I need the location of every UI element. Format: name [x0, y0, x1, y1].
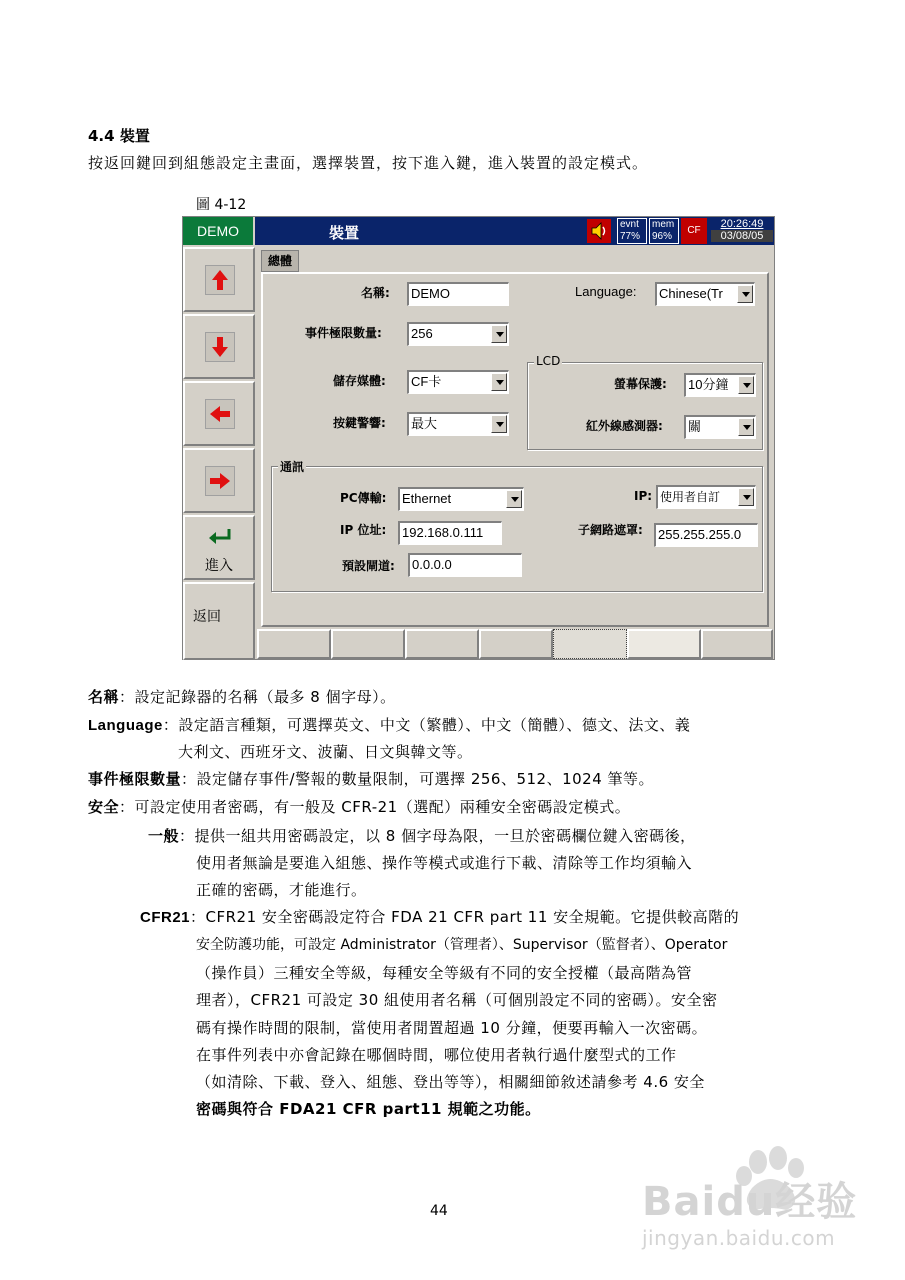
right-arrow-icon — [205, 466, 235, 496]
cfr-desc-7: （如清除、下載、登入、組態、登出等等），相關細節敘述請參考 4.6 安全 — [196, 1073, 705, 1091]
lcd-group-title: LCD — [536, 354, 561, 368]
intro-text: 按返回鍵回到組態設定主畫面，選擇裝置，按下進入鍵，進入裝置的設定模式。 — [88, 154, 649, 172]
speaker-icon — [587, 219, 611, 243]
ir-select[interactable] — [684, 415, 756, 439]
storage-value: CF卡 — [411, 374, 442, 389]
cfr-desc-8: 密碼與符合 FDA21 CFR part11 規範之功能。 — [196, 1100, 541, 1118]
pc-label: PC傳輸: — [340, 491, 387, 505]
cfr-desc-6: 在事件列表中亦會記錄在哪個時間，哪位使用者執行過什麼型式的工作 — [196, 1046, 677, 1064]
ip-mode-select[interactable] — [656, 485, 756, 509]
left-button[interactable] — [183, 381, 255, 446]
ir-value: 關 — [688, 419, 702, 434]
general-term: 一般 — [148, 827, 180, 845]
language-value: Chinese(Tr — [659, 286, 723, 301]
name-label: 名稱: — [361, 286, 390, 300]
enter-button[interactable] — [183, 515, 255, 580]
language-paragraph — [88, 714, 690, 735]
title-bar — [183, 217, 774, 245]
event-term: 事件極限數量 — [88, 770, 182, 788]
comm-group — [271, 460, 763, 592]
keybeep-label: 按鍵警響: — [333, 416, 386, 430]
up-arrow-icon — [205, 265, 235, 295]
event-limit-select[interactable] — [407, 322, 509, 346]
event-limit-value: 256 — [411, 326, 433, 341]
chevron-down-icon — [738, 488, 754, 506]
gateway-field[interactable]: 0.0.0.0 — [408, 553, 522, 577]
event-limit-label: 事件極限數量: — [305, 326, 382, 340]
ipaddr-field[interactable]: 192.168.0.111 — [398, 521, 502, 545]
section-title — [88, 125, 150, 146]
cfr-term: CFR21 — [140, 909, 191, 926]
screensaver-value: 10分鐘 — [688, 377, 729, 392]
evnt-label: evnt — [620, 219, 639, 230]
ir-label: 紅外線感測器: — [586, 419, 663, 433]
general-desc-3: 正確的密碼，才能進行。 — [196, 881, 367, 899]
sidebar — [183, 247, 255, 660]
keybeep-select[interactable] — [407, 412, 509, 436]
function-key-4[interactable] — [479, 629, 553, 659]
security-paragraph — [88, 796, 630, 817]
mem-indicator — [649, 218, 679, 244]
page-number: 44 — [430, 1203, 448, 1219]
down-arrow-icon — [205, 332, 235, 362]
general-desc-2: 使用者無論是要進入組態、操作等模式或進行下載、清除等工作均須輸入 — [196, 854, 693, 872]
storage-label: 儲存媒體: — [333, 374, 386, 388]
left-arrow-icon — [205, 399, 235, 429]
event-desc: ：設定儲存事件/警報的數量限制，可選擇 256、512、1024 筆等。 — [181, 770, 655, 788]
ip-mode-label: IP: — [634, 489, 653, 503]
tab-general[interactable]: 總體 — [261, 250, 299, 272]
general-desc-1: ：提供一組共用密碼設定，以 8 個字母為限，一旦於密碼欄位鍵入密碼後， — [179, 827, 696, 845]
chevron-down-icon — [737, 285, 753, 303]
screensaver-label: 螢幕保護: — [614, 377, 667, 391]
cfr-desc-3: （操作員）三種安全等級，每種安全等級有不同的安全授權（最高階為管 — [196, 964, 693, 982]
clock — [711, 218, 773, 244]
function-key-7[interactable] — [701, 629, 773, 659]
cfr-desc-4: 理者），CFR21 可設定 30 組使用者名稱（可個別設定不同的密碼）。安全密 — [196, 991, 718, 1009]
cfr-paragraph — [140, 906, 739, 927]
evnt-value: 77% — [620, 231, 641, 242]
function-key-bar — [257, 629, 773, 659]
function-key-5[interactable] — [553, 629, 627, 659]
gateway-label: 預設閘道: — [342, 559, 395, 573]
chevron-down-icon — [738, 376, 754, 394]
pc-select[interactable] — [398, 487, 524, 511]
name-term: 名稱 — [88, 688, 120, 706]
cfr-desc-1: ：CFR21 安全密碼設定符合 FDA 21 CFR part 11 安全規範。它提供較高階的 — [190, 908, 740, 926]
general-paragraph — [148, 825, 696, 846]
demo-label: DEMO — [183, 217, 255, 245]
lcd-group — [527, 354, 763, 450]
chevron-down-icon — [506, 490, 522, 508]
screensaver-select[interactable] — [684, 373, 756, 397]
language-desc-1: ：設定語言種類，可選擇英文、中文（繁體）、中文（簡體）、德文、法文、義 — [162, 716, 691, 734]
section-name: 裝置 — [119, 127, 150, 145]
language-select[interactable] — [655, 282, 755, 306]
chevron-down-icon — [491, 415, 507, 433]
enter-label: 進入 — [205, 558, 233, 574]
subnet-field[interactable]: 255.255.255.0 — [654, 523, 758, 547]
name-paragraph — [88, 686, 396, 707]
cfr-desc-5: 碼有操作時間的限制，當使用者閒置超過 10 分鐘，便要再輸入一次密碼。 — [196, 1019, 708, 1037]
mem-label: mem — [652, 219, 675, 230]
back-button[interactable] — [183, 582, 255, 660]
name-desc: ：設定記錄器的名稱（最多 8 個字母）。 — [119, 688, 396, 706]
chevron-down-icon — [491, 325, 507, 343]
name-field[interactable]: DEMO — [407, 282, 509, 306]
language-term: Language — [88, 717, 163, 734]
evnt-indicator — [617, 218, 647, 244]
security-term: 安全 — [88, 798, 120, 816]
device-screen — [182, 216, 775, 660]
mem-value: 96% — [652, 231, 673, 242]
figure-label: 圖 4-12 — [196, 197, 247, 213]
clock-date: 03/08/05 — [711, 230, 773, 242]
down-button[interactable] — [183, 314, 255, 379]
keybeep-value: 最大 — [411, 416, 438, 431]
comm-group-title: 通訊 — [280, 460, 305, 474]
up-button[interactable] — [183, 247, 255, 312]
language-label: Language: — [575, 284, 637, 299]
pc-value: Ethernet — [402, 491, 452, 506]
cfr-desc-2: 安全防護功能，可設定 Administrator（管理者）、Supervisor（監督者）、Operator — [196, 937, 728, 953]
baidu-watermark — [640, 1140, 870, 1270]
cf-indicator: CF — [681, 218, 707, 244]
section-number: 4.4 — [88, 127, 115, 145]
watermark-url: jingyan.baidu.com — [642, 1226, 836, 1250]
settings-area — [257, 247, 773, 629]
watermark-brand: Baidu经验 — [642, 1179, 858, 1225]
settings-panel — [261, 272, 769, 627]
subnet-label: 子網路遮罩: — [578, 523, 643, 537]
security-desc: ：可設定使用者密碼，有一般及 CFR-21（選配）兩種安全密碼設定模式。 — [119, 798, 631, 816]
function-key-3[interactable] — [405, 629, 479, 659]
ipaddr-label: IP 位址: — [340, 523, 387, 537]
chevron-down-icon — [491, 373, 507, 391]
chevron-down-icon — [738, 418, 754, 436]
back-label: 返回 — [193, 609, 221, 625]
clock-time: 20:26:49 — [720, 218, 764, 230]
enter-icon — [207, 527, 233, 549]
event-paragraph — [88, 768, 654, 789]
ip-mode-value: 使用者自訂 — [660, 490, 721, 504]
screen-title: 裝置 — [329, 224, 360, 242]
function-key-2[interactable] — [331, 629, 405, 659]
function-key-1[interactable] — [257, 629, 331, 659]
language-desc-2: 大利文、西班牙文、波蘭、日文與韓文等。 — [178, 743, 473, 761]
storage-select[interactable] — [407, 370, 509, 394]
function-key-6[interactable] — [627, 629, 701, 659]
right-button[interactable] — [183, 448, 255, 513]
